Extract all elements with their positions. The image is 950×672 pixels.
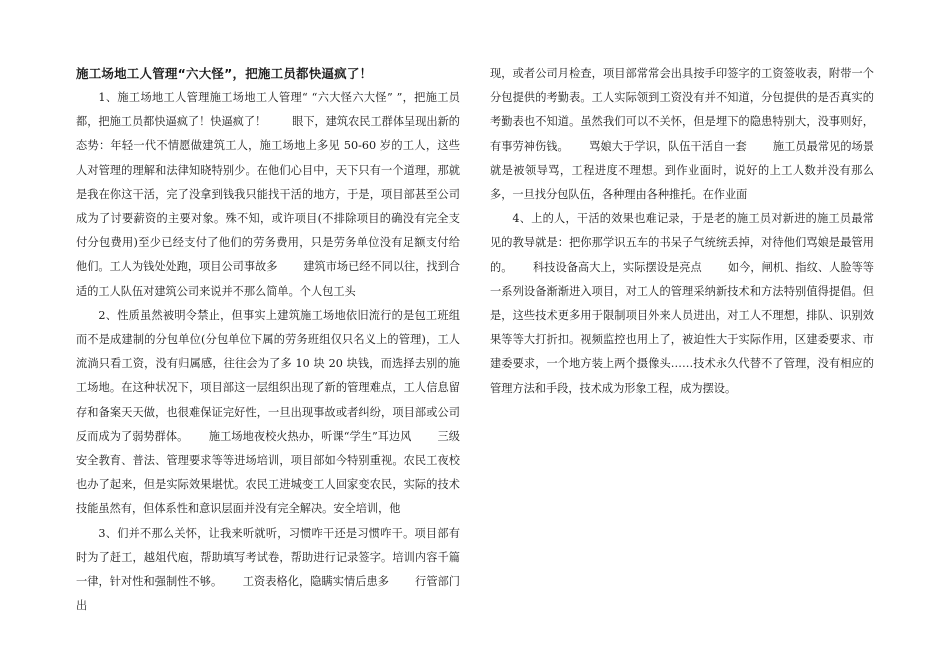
document-title: 施工场地工人管理“六大怪”，把施工员都快逼疯了！ bbox=[76, 66, 373, 81]
paragraph-4: 4、上的人，干活的效果也难记录，于是老的施工员对新进的施工员最常见的教导就是：把你那学识五车的书呆子气统统丢掉，对待他们骂娘是最管用的。 科技设备高大上，实际摆设是亮点 如今，闸机、指纹、人脸等等一系列设备渐渐进入项目，对工人的管理采纳新技术和方法特别值得提倡。但是，这些技术更多用于限制项目外来人员进出，对工人不理想，排队、识别效果等等大打折扣。视频监控也用上了，被迫性大于实际作用，区建委要求、市建委要求，一个地方装上两个摄像头……技术永久代替不了管理，没有相应的管理方法和手段，技术成为形象工程，成为摆设。 bbox=[490, 212, 874, 395]
paragraph-3: 3、们并不那么关怀，让我来听就听，习惯咋干还是习惯咋干。项目部有时为了赶工，越俎代庖，帮助填写考试卷，帮助进行记录签字。培训内容千篇一律，针对性和强制性不够。 工资表格化，隐瞒实情后患多 行管部门出 bbox=[76, 526, 460, 613]
right-column bbox=[490, 62, 874, 401]
left-column bbox=[76, 62, 460, 618]
paragraph-3-continued: 现，或者公司月检查，项目部常常会出具按手印签字的工资签收表，附带一个分包提供的考勤表。工人实际领到工资没有并不知道，分包提供的是否真实的考勤表也不知道。虽然我们可以不关怀，但是埋下的隐患特别大，没事则好，有事劳神伤钱。 骂娘大于学识，队伍干活自一套 施工员最常见的场景就是被领导骂，工程进度不理想。到作业面时，说好的上工人数并没有那么多，一旦找分包队伍，各种理由各种推托。在作业面 bbox=[490, 67, 874, 202]
paragraph-2: 2、性质虽然被明令禁止，但事实上建筑施工场地依旧流行的是包工班组而不是成建制的分包单位(分包单位下属的劳务班组仅只名义上的管理)，工人流淌只看工资，没有归属感，往往会为了多 10 块 20 块钱，而选择去别的施工场地。在这种状况下，项目部这一层组织出现了新的管理难点，工人信息留存和备案天天做，也很难保证完好性，一旦出现事故或者纠纷，项目部或公司反而成为了弱势群体。 施工场地夜校火热办，听课“学生”耳边风 三级安全教育、普法、管理要求等等进场培训，项目部如今特别重视。农民工夜校也办了起来，但是实际效果堪忧。农民工进城变工人回家变农民，实际的技术技能虽然有，但体系性和意识层面并没有完全解决。安全培训，他 bbox=[76, 308, 460, 516]
paragraph-1: 1、施工场地工人管理施工场地工人管理“ “六大怪六大怪” ”，把施工员都，把施工员都快逼疯了！快逼疯了！ 眼下，建筑农民工群体呈现出新的态势：年轻一代不情愿做建筑工人，施工场地上多见 50-60 岁的工人，这些人对管理的理解和法律知晓特别少。在他们心目中，天下只有一个道理，那就是我在你这干活，完了没拿到钱我只能找干活的地方，于是，项目部甚至公司成为了讨要薪资的主要对象。殊不知，或许项目(不排除项目的确没有完全支付分包费用)至少已经支付了他们的劳务费用，只是劳务单位没有足额支付给他们。工人为钱处处跑，项目公司事故多 建筑市场已经不同以往，找到合适的工人队伍对建筑公司来说并不那么简单。个人包工头 bbox=[76, 91, 460, 298]
